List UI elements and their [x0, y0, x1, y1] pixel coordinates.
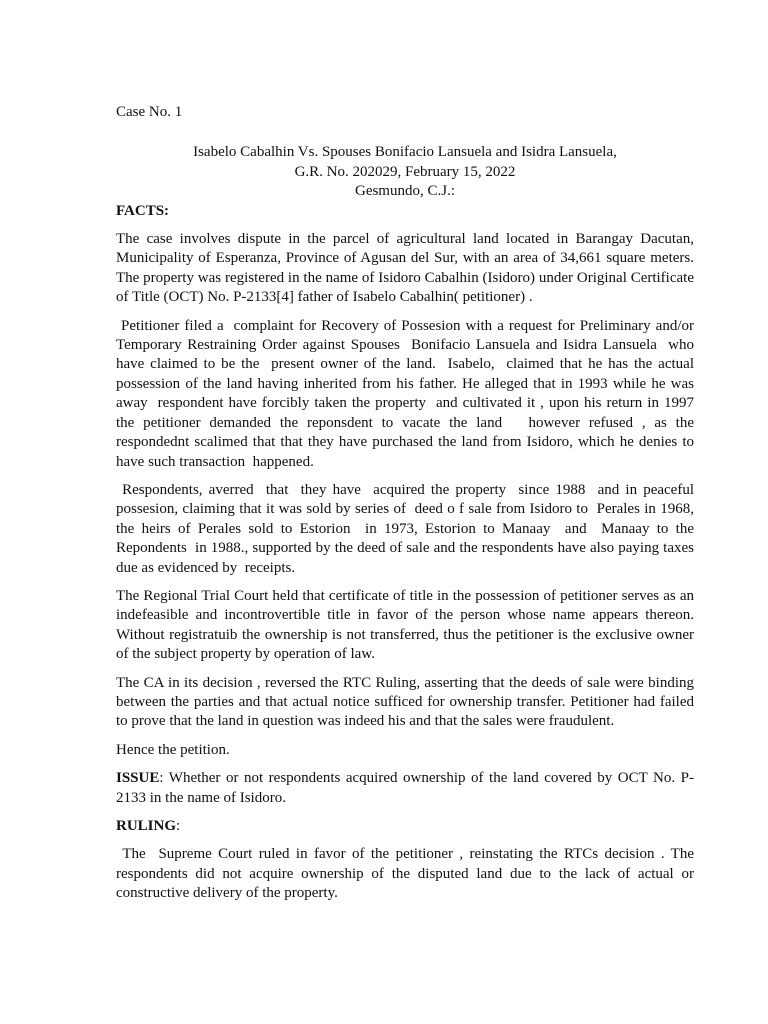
facts-paragraph: Hence the petition.: [116, 741, 230, 758]
facts-heading: FACTS:: [116, 202, 170, 219]
issue-text: : Whether or not respondents acquired ownership of the land covered by OCT No. P-2133 in the name of Isidoro.: [116, 770, 694, 806]
ruling-heading: [116, 817, 694, 836]
ruling-label: RULING: [116, 818, 177, 834]
case-citation: G.R. No. 202029, February 15, 2022: [294, 163, 516, 180]
facts-paragraph: Petitioner filed a complaint for Recovery of Possesion with a request for Preliminary and/or Temporary Restraining Order against Spouses Bonifacio Lansuela and Isidra Lansuela who have claimed to be the present owner of the land. Isabelo, claimed that he has the actual possession of the land having inherited from his father. He alleged that in 1993 while he was away respondent have forcibly taken the property and cultivated it , upon his return in 1997 the petitioner demanded the reponsdent to vacate the land however refused , as the respondednt scalimed that that they have purchased the land from Isidoro, which he denies to have such transaction happened.: [116, 317, 698, 470]
facts-paragraph: The CA in its decision , reversed the RTC Ruling, asserting that the deeds of sale were binding between the parties and that actual notice sufficed for ownership transfer. Petitioner had failed to prove that the land in question was indeed his and that the sales were fraudulent.: [116, 674, 694, 730]
issue-label: ISSUE: [116, 770, 160, 787]
case-number: Case No. 1: [116, 104, 183, 120]
ruling-colon: :: [176, 818, 181, 834]
facts-paragraph: The case involves dispute in the parcel of agricultural land located in Barangay Dacutan, Municipality of Esperanza, Province of Agusan del Sur, with an area of 34,661 square meters. The property was registered in the name of Isidoro Cabalhin (Isidoro) under Original Certificate of Title (OCT) No. P-2133[4] father of Isabelo Cabalhin( petitioner) .: [116, 231, 694, 306]
facts-paragraph: Respondents, averred that they have acquired the property since 1988 and in peaceful possesion, claiming that it was sold by series of deed o f sale from Isidoro to Perales in 1968, the heirs of Perales sold to Estorion in 1973, Estorion to Manaay and Manaay to the Repondents in 1988., supported by the deed of sale and the respondents have also paying taxes due as evidenced by receipts.: [116, 481, 702, 576]
document-body: [116, 103, 702, 913]
case-title: Isabelo Cabalhin Vs. Spouses Bonifacio Lansuela and Isidra Lansuela,: [193, 144, 617, 161]
ponente: Gesmundo, C.J.:: [354, 183, 455, 200]
issue-paragraph: [116, 769, 694, 808]
ruling-paragraph: The Supreme Court ruled in favor of the petitioner , reinstating the RTCs decision . The respondents did not acquire ownership of the disputed land due to the lack of actual or constructive delivery of the property.: [116, 846, 698, 902]
facts-paragraph: The Regional Trial Court held that certificate of title in the possession of petitioner serves as an indefeasible and incontrovertible title in favor of the person whose name appears thereon. Without registratuib the ownership is not transferred, thus the petitioner is the exclusive owner of the subject property by operation of law.: [116, 587, 694, 663]
